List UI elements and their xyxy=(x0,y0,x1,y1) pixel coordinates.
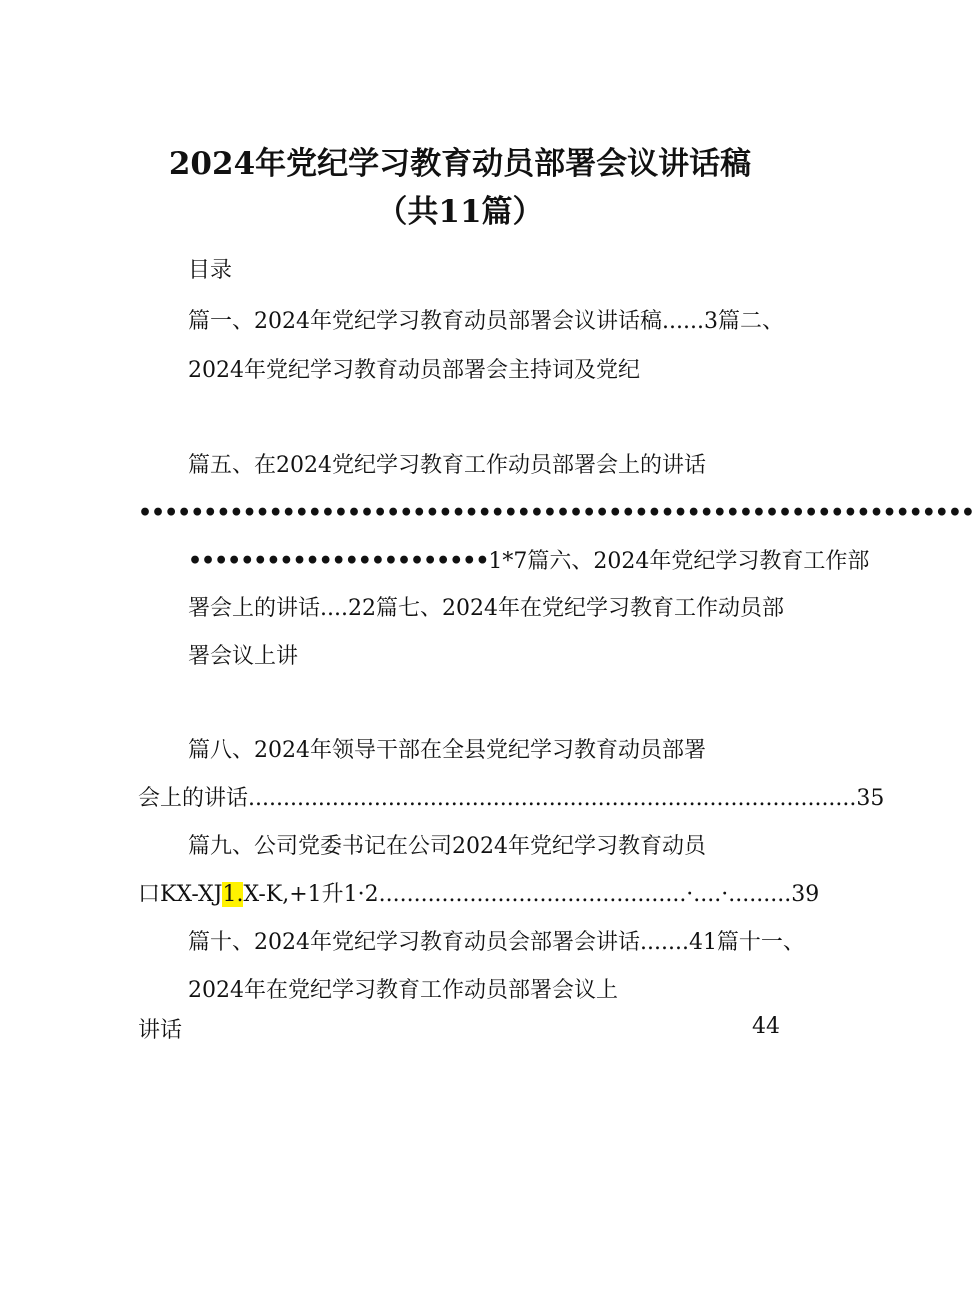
toc-heading: 目录 xyxy=(188,258,233,283)
toc-line: 署会议上讲 xyxy=(188,644,299,669)
toc-line: 会上的讲话.......................................................................................35 xyxy=(138,786,885,811)
highlighted-text: 1. xyxy=(222,882,244,907)
toc-line: 篇一、2024年党纪学习教育动员部署会议讲话稿......3篇二、 xyxy=(188,309,784,334)
toc-line: 署会上的讲话....22篇七、2024年在党纪学习教育工作动员部 xyxy=(188,596,784,621)
toc-line-text: 口KX-XJ xyxy=(138,882,223,907)
toc-line: 篇九、公司党委书记在公司2024年党纪学习教育动员 xyxy=(188,834,706,859)
toc-line: 讲话 xyxy=(138,1018,183,1043)
toc-line: 篇八、2024年领导干部在全县党纪学习教育动员部署 xyxy=(188,738,706,763)
toc-line: 篇十、2024年党纪学习教育动员会部署会讲话.......41篇十一、 xyxy=(188,930,805,955)
toc-dot-leader: •••••••••••••••••••••••••••••••••••••••••••••••••••••••••••••••• xyxy=(138,500,974,526)
toc-line xyxy=(188,546,869,577)
toc-line-text: X-K,+1升1·2............................................·....·.........39 xyxy=(243,882,820,907)
document-title: 2024年党纪学习教育动员部署会议讲话稿 xyxy=(168,146,752,182)
toc-line: 篇五、在2024党纪学习教育工作动员部署会上的讲话 xyxy=(188,453,706,478)
toc-line xyxy=(138,880,819,910)
toc-dot-leader: ••••••••••••••••••••••• xyxy=(188,548,489,574)
document-subtitle: （共11篇） xyxy=(376,194,544,230)
toc-line-text: 1*7篇六、2024年党纪学习教育工作部 xyxy=(488,549,870,574)
toc-line: 2024年党纪学习教育动员部署会主持词及党纪 xyxy=(188,358,640,383)
toc-line: 2024年在党纪学习教育工作动员部署会议上 xyxy=(188,978,618,1003)
page-number: 44 xyxy=(752,1014,780,1039)
